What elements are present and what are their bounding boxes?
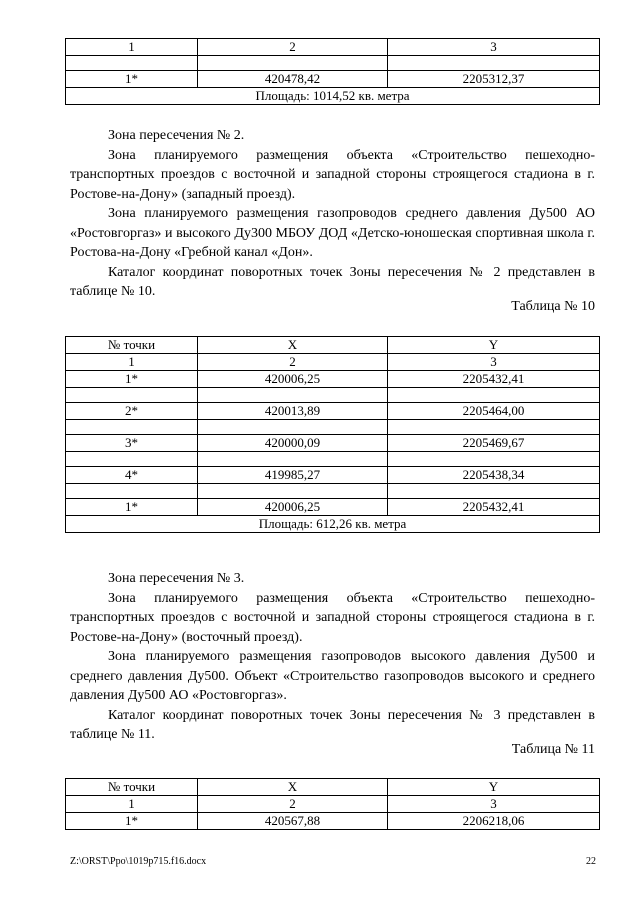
table-header-row	[66, 337, 600, 354]
table-10	[65, 336, 600, 533]
table-row	[66, 435, 600, 452]
table-row	[66, 403, 600, 420]
table-cell: 420567,88	[198, 813, 388, 830]
table-cell: 3	[388, 39, 600, 56]
table-cell: 2*	[66, 403, 198, 420]
page-number: 22	[586, 856, 596, 867]
table-cell: 3*	[66, 435, 198, 452]
table-row	[66, 371, 600, 388]
zone3-section	[70, 569, 595, 745]
table-row	[66, 39, 600, 56]
zone3-paragraph-3: Каталог координат поворотных точек Зоны пересечения № 3 представлен в таблице № 11.	[70, 707, 595, 742]
table-row-spacer	[66, 420, 600, 435]
table10-caption: Таблица № 10	[511, 299, 595, 314]
coordinates-table-continued	[65, 38, 600, 105]
table-header-row	[66, 779, 600, 796]
table-cell: 2205438,34	[388, 467, 600, 484]
zone2-paragraph-1: Зона планируемого размещения объекта «Строительство пешеходно-транспортных проездов с восточной и западной стороны строящегося стадиона в г. Ростове-на-Дону» (западный проезд).	[70, 147, 595, 202]
table-row	[66, 813, 600, 830]
table-cell: 2205464,00	[388, 403, 600, 420]
table-cell: 1*	[66, 499, 198, 516]
header-cell-point: № точки	[66, 779, 198, 796]
table-cell: 2205312,37	[388, 71, 600, 88]
table-row-spacer	[66, 56, 600, 71]
area-cell: Площадь: 612,26 кв. метра	[66, 516, 600, 533]
header-cell-y: Y	[388, 337, 600, 354]
table-area-row	[66, 88, 600, 105]
zone2-paragraph-3: Каталог координат поворотных точек Зоны пересечения № 2 представлен в таблице № 10.	[70, 264, 595, 299]
table-cell: 1	[66, 354, 198, 371]
table-cell: 2	[198, 354, 388, 371]
zone2-paragraph-2: Зона планируемого размещения газопроводов среднего давления Ду500 АО «Ростовгоргаз» и высокого Ду300 МБОУ ДОД «Детско-юношеская спортивная школа г. Ростова-на-Дону «Гребной канал «Дон».	[70, 206, 595, 260]
header-cell-point: № точки	[66, 337, 198, 354]
table-cell: 420006,25	[198, 371, 388, 388]
table-cell: 420000,09	[198, 435, 388, 452]
table-cell: 420478,42	[198, 71, 388, 88]
table-row	[66, 499, 600, 516]
table-row-spacer	[66, 452, 600, 467]
table-cell: 2205432,41	[388, 499, 600, 516]
header-cell-x: X	[198, 337, 388, 354]
table-row	[66, 71, 600, 88]
table-number-row	[66, 796, 600, 813]
table-cell: 2205432,41	[388, 371, 600, 388]
zone3-paragraph-2: Зона планируемого размещения газопроводов высокого давления Ду500 и среднего давления Ду500. Объект «Строительство газопроводов высокого и среднего давления Ду500 АО «Ростовгоргаз».	[70, 649, 595, 703]
header-cell-y: Y	[388, 779, 600, 796]
table-cell: 3	[388, 354, 600, 371]
table-cell: 1	[66, 39, 198, 56]
table-area-row	[66, 516, 600, 533]
table-cell: 2	[198, 39, 388, 56]
table-cell: 1*	[66, 71, 198, 88]
zone2-title: Зона пересечения № 2.	[108, 128, 245, 143]
footer-file-path: Z:\ORST\Ppo\1019p715.f16.docx	[70, 856, 207, 867]
table-cell: 4*	[66, 467, 198, 484]
table-row-spacer	[66, 388, 600, 403]
table-cell: 1	[66, 796, 198, 813]
table-cell: 3	[388, 796, 600, 813]
zone3-title: Зона пересечения № 3.	[108, 571, 245, 586]
table-row	[66, 467, 600, 484]
zone3-paragraph-1: Зона планируемого размещения объекта «Строительство пешеходно-транспортных проездов с восточной и западной стороны строящегося стадиона в г. Ростове-на-Дону» (восточный проезд).	[70, 590, 595, 645]
table-cell: 2206218,06	[388, 813, 600, 830]
table-cell: 419985,27	[198, 467, 388, 484]
table-11	[65, 778, 600, 830]
area-cell: Площадь: 1014,52 кв. метра	[66, 88, 600, 105]
table-row-spacer	[66, 484, 600, 499]
header-cell-x: X	[198, 779, 388, 796]
table-cell: 420013,89	[198, 403, 388, 420]
table11-caption: Таблица № 11	[511, 742, 595, 757]
table-cell: 2	[198, 796, 388, 813]
table-cell: 2205469,67	[388, 435, 600, 452]
table-cell: 420006,25	[198, 499, 388, 516]
zone2-section	[70, 126, 595, 302]
table-cell: 1*	[66, 813, 198, 830]
table-cell: 1*	[66, 371, 198, 388]
table-number-row	[66, 354, 600, 371]
